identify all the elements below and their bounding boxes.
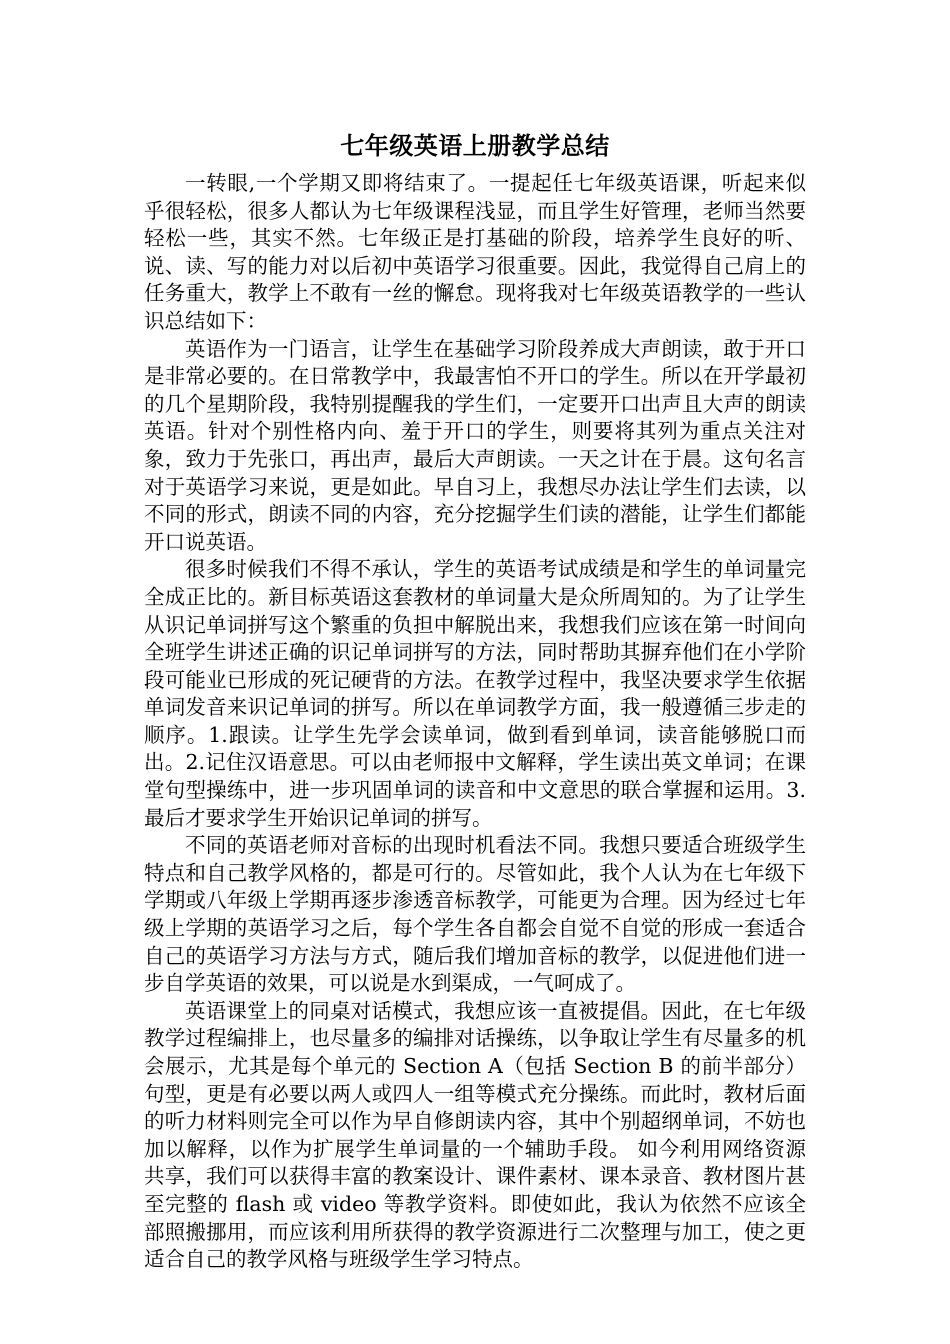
document-title: 七年级英语上册教学总结 bbox=[340, 131, 610, 160]
document-body bbox=[144, 128, 806, 1274]
paragraph-dialogue-practice: 英语课堂上的同桌对话模式，我想应该一直被提倡。因此，在七年级教学过程编排上，也尽量多的编排对话操练，以争取让学生有尽量多的机会展示，尤其是每个单元的 Section A（包括 Section B 的前半部分）句型，更是有必要以两人或四人一组等模式充分操练。而此时，教材后面的听力材料则完全可以作为早自修朗读内容，其中个别超纲单词，不妨也加以解释，以作为扩展学生单词量的一个辅助手段。 如今利用网络资源共享，我们可以获得丰富的教案设计、课件素材、课本录音、教材图片甚至完整的 flash 或 video 等教学资料。即使如此，我认为依然不应该全部照搬挪用，而应该利用所获得的教学资源进行二次整理与加工，使之更适合自己的教学风格与班级学生学习特点。 bbox=[144, 998, 806, 1272]
paragraph-phonetics: 不同的英语老师对音标的出现时机看法不同。我想只要适合班级学生特点和自己教学风格的，都是可行的。尽管如此，我个人认为在七年级下学期或八年级上学期再逐步渗透音标教学，可能更为合理。因为经过七年级上学期的英语学习之后，每个学生各自都会自觉不自觉的形成一套适合自己的英语学习方法与方式，随后我们增加音标的教学，以促进他们进一步自学英语的效果，可以说是水到渠成，一气呵成了。 bbox=[144, 833, 806, 996]
paragraph-intro: 一转眼,一个学期又即将结束了。一提起任七年级英语课，听起来似乎很轻松，很多人都认为七年级课程浅显，而且学生好管理，老师当然要轻松一些，其实不然。七年级正是打基础的阶段，培养学生良好的听、说、读、写的能力对以后初中英语学习很重要。因此，我觉得自己肩上的任务重大，教学上不敢有一丝的懈怠。现将我对七年级英语教学的一些认识总结如下： bbox=[144, 171, 806, 333]
paragraph-vocabulary: 很多时候我们不得不承认，学生的英语考试成绩是和学生的单词量完全成正比的。新目标英语这套教材的单词量大是众所周知的。为了让学生从识记单词拼写这个繁重的负担中解脱出来，我想我们应该在第一时间向全班学生讲述正确的识记单词拼写的方法，同时帮助其摒弃他们在小学阶段可能业已形成的死记硬背的方法。在教学过程中，我坚决要求学生依据单词发音来识记单词的拼写。所以在单词教学方面，我一般遵循三步走的顺序。1.跟读。让学生先学会读单词，做到看到单词，读音能够脱口而出。2.记住汉语意思。可以由老师报中文解释，学生读出英文单词；在课堂句型操练中，进一步巩固单词的读音和中文意思的联合掌握和运用。3.最后才要求学生开始识记单词的拼写。 bbox=[144, 557, 806, 830]
paragraph-reading-aloud: 英语作为一门语言，让学生在基础学习阶段养成大声朗读，敢于开口是非常必要的。在日常教学中，我最害怕不开口的学生。所以在开学最初的几个星期阶段，我特别提醒我的学生们，一定要开口出声且大声的朗读英语。针对个别性格内向、羞于开口的学生，则要将其列为重点关注对象，致力于先张口，再出声，最后大声朗读。一天之计在于晨。这句名言对于英语学习来说，更是如此。早自习上，我想尽办法让学生们去读，以不同的形式，朗读不同的内容，充分挖掘学生们读的潜能，让学生们都能开口说英语。 bbox=[144, 336, 806, 554]
